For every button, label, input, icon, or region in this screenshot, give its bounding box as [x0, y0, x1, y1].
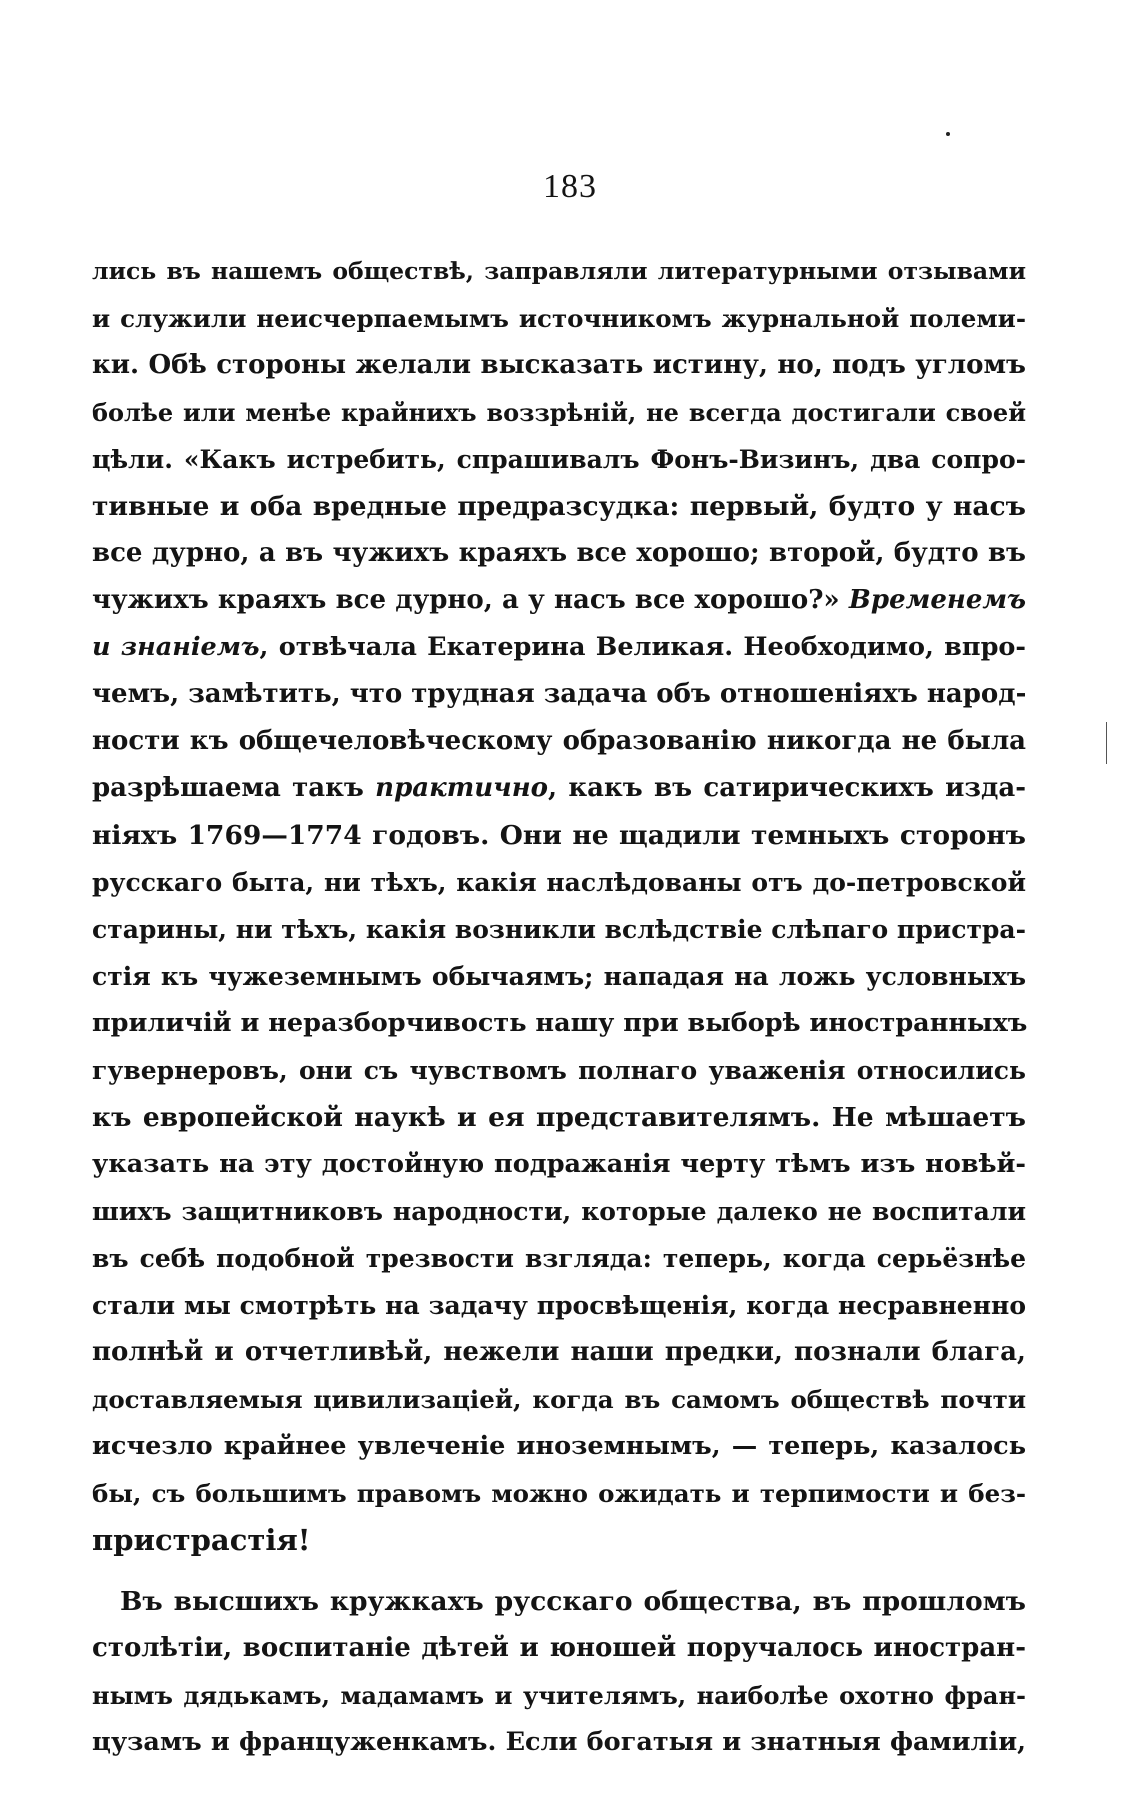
text-line: столѣтіи, воспитаніе дѣтей и юношей поручалось иностран-	[92, 1633, 1026, 1663]
text-line: и служили неисчерпаемымъ источникомъ журнальной полеми-	[92, 304, 1026, 333]
text-line: гувернеровъ, они съ чувствомъ полнаго уваженія относились	[92, 1056, 1026, 1085]
text-line: приличій и неразборчивость нашу при выборѣ иностранныхъ	[92, 1008, 1028, 1038]
stray-dot-mark	[946, 132, 950, 136]
paragraph-1	[92, 248, 1026, 1564]
body-text	[92, 248, 1026, 1766]
text-fragment: , отвѣчала Екатерина Великая. Необходимо, впро-	[259, 632, 1026, 662]
italic-fragment: и знаніемъ	[92, 632, 260, 662]
text-line: шихъ защитниковъ народности, которые далеко не воспитали	[92, 1197, 1026, 1226]
text-line: цузамъ и француженкамъ. Если богатыя и знатныя фамиліи,	[92, 1727, 1026, 1757]
text-line: пристрастія!	[92, 1523, 311, 1557]
text-line: русскаго быта, ни тѣхъ, какія наслѣдованы отъ до-петровской	[92, 868, 1026, 897]
text-line: чемъ, замѣтить, что трудная задача объ отношеніяхъ народ-	[92, 679, 1027, 709]
text-fragment: чужихъ краяхъ все дурно, а у насъ все хорошо?»	[92, 585, 840, 615]
text-line: все дурно, а въ чужихъ краяхъ все хорошо; второй, будто въ	[92, 538, 1026, 568]
text-line: въ себѣ подобной трезвости взгляда: теперь, когда серьёзнѣе	[92, 1244, 1026, 1273]
margin-mark	[1106, 722, 1107, 764]
text-line: ки. Обѣ стороны желали высказать истину, но, подъ угломъ	[92, 350, 1026, 380]
page-number: 183	[543, 168, 597, 205]
text-line-mixed	[92, 577, 1026, 624]
italic-fragment: Временемъ	[848, 585, 1026, 615]
text-line: къ европейской наукѣ и ея представителямъ. Не мѣшаетъ	[92, 1102, 1026, 1133]
text-line: доставляемыя цивилизаціей, когда въ самомъ обществѣ почти	[92, 1385, 1026, 1414]
text-line: стія къ чужеземнымъ обычаямъ; нападая на ложь условныхъ	[92, 962, 1026, 991]
text-line: исчезло крайнее увлеченіе иноземнымъ, — теперь, казалось	[92, 1431, 1026, 1461]
paragraph-gap	[92, 1564, 1026, 1578]
text-line: стали мы смотрѣть на задачу просвѣщенія, когда несравненно	[92, 1291, 1026, 1320]
text-line: болѣе или менѣе крайнихъ воззрѣній, не всегда достигали своей	[92, 398, 1026, 427]
text-line: ніяхъ 1769—1774 годовъ. Они не щадили темныхъ сторонъ	[92, 820, 1026, 851]
text-line: цѣли. «Какъ истребить, спрашивалъ Фонъ-Визинъ, два сопро-	[92, 445, 1026, 474]
text-line: полнѣй и отчетливѣй, нежели наши предки, познали блага,	[92, 1337, 1026, 1367]
text-line: нымъ дядькамъ, мадамамъ и учителямъ, наиболѣе охотно фран-	[92, 1681, 1026, 1710]
italic-fragment: практично	[375, 773, 548, 803]
text-line: бы, съ большимъ правомъ можно ожидать и терпимости и без-	[92, 1479, 1026, 1508]
text-fragment: разрѣшаема такъ	[92, 773, 364, 803]
text-line-mixed	[92, 624, 1026, 671]
text-line: тивные и оба вредные предразсудка: первый, будто у насъ	[92, 491, 1026, 522]
paragraph-2	[92, 1578, 1026, 1766]
text-line: старины, ни тѣхъ, какія возникли вслѣдствіе слѣпаго пристра-	[92, 915, 1026, 944]
text-fragment: , какъ въ сатирическихъ изда-	[548, 773, 1026, 803]
text-line: Въ высшихъ кружкахъ русскаго общества, въ прошломъ	[120, 1586, 1026, 1617]
text-line: указать на эту достойную подражанія черту тѣмъ изъ новѣй-	[92, 1149, 1026, 1179]
text-line: лись въ нашемъ обществѣ, заправляли литературными отзывами	[92, 257, 1026, 285]
text-line-mixed	[92, 765, 1026, 812]
text-line: ности къ общечеловѣческому образованію никогда не была	[92, 726, 1026, 756]
